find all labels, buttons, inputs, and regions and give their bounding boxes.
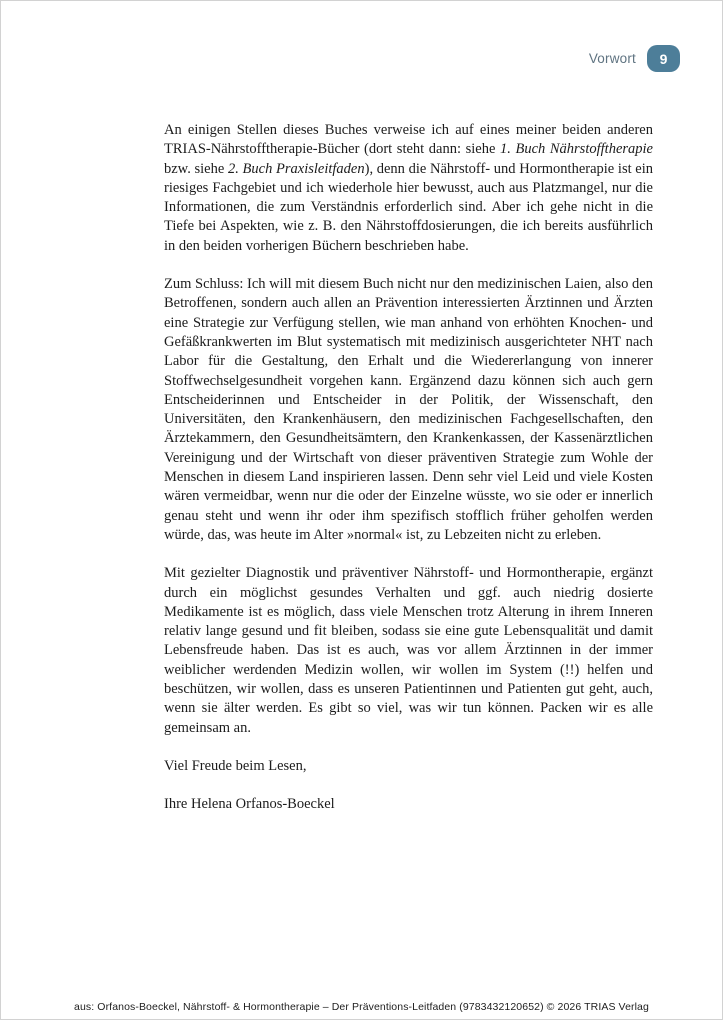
page-number-badge: 9 [647,45,680,72]
paragraph-text: Viel Freude beim Lesen, [164,757,307,774]
paragraph [164,795,653,814]
paragraph-text: An einigen Stellen dieses Buches verweise ich auf eines meiner beiden anderen TRIAS-Nährstofftherapie-Bücher (dort steht dann: siehe [164,122,653,158]
paragraph-text: bzw. siehe [164,160,228,177]
paragraph [164,121,653,256]
page-footer [1,1001,722,1013]
page-header [589,45,680,72]
paragraph-text: Mit gezielter Diagnostik und präventiver Nährstoff- und Hormontherapie, ergänzt durch ein möglichst gesundes Verhalten und ggf. auch niedrig dosierte Medikamente ist es möglich, dass viele Menschen trotz Alterung in ihrem Inneren relativ lange gesund und fit bleiben, sodass sie eine gute Lebensqualität und damit Lebensfreude haben. Das ist es auch, was vor allem Ärztinnen in der immer weiblicher werdenden Medizin wollen, wir wollen im System (!!) helfen und beschützen, wir wollen, dass es unseren Patientinnen und Patienten gut geht, auch, wenn sie älter werden. Es gibt so viel, was wir tun können. Packen wir es alle gemeinsam an. [164,565,653,736]
paragraph [164,275,653,545]
paragraph [164,757,653,776]
page-content [164,121,653,834]
chapter-title: Vorwort [588,51,636,66]
footer-credit: aus: Orfanos-Boeckel, Nährstoff- & Hormontherapie – Der Präventions-Leitfaden (9783432120652) © 2026 TRIAS Verlag [74,1001,649,1013]
paragraph-text: ), denn die Nährstoff- und Hormontherapie ist ein riesiges Fachgebiet und ich wiederhole hier bewusst, auch aus Platzmangel, nur die Informationen, die zum Verständnis erforderlich sind. Aber ich gehe nicht in die Tiefe bei Aspekten, wie z. B. den Nährstoffdosierungen, die ich bereits ausführlich in den beiden vorherigen Büchern beschrieben habe. [164,160,654,254]
paragraph-text: Ihre Helena Orfanos-Boeckel [164,796,335,813]
paragraph-text: Zum Schluss: Ich will mit diesem Buch nicht nur den medizinischen Laien, also den Betroffenen, sondern auch allen an Prävention interessierten Ärztinnen und Ärzten eine Strategie zur Verfügung stellen, wie man anhand von erhöhten Knochen- und Gefäßkrankwerten im Blut systematisch mit medizinisch ausgerichteter NHT nach Labor für die Gestaltung, den Erhalt und die Wiedererlangung von innerer Stoffwechselgesundheit vorgehen kann. Ergänzend dazu können sich auch gern Entscheiderinnen und Entscheider in der Politik, der Wissenschaft, den Universitäten, den Krankenhäusern, den medizinischen Fachgesellschaften, den Ärztekammern, den Gesundheitsämtern, den Krankenkassen, der Kassenärztlichen Vereinigung und der Wirtschaft von dieser präventiven Strategie zum Wohle der Menschen in diesem Land inspirieren lassen. Denn sehr viel Leid und viele Kosten wären vermeidbar, wenn nur die oder der Einzelne wüsste, wo sie oder er innerlich genau steht und wenn ihr oder ihm spezifisch stofflich früher geholfen werden würde, das, was heute im Alter »normal« ist, zu Lebzeiten nicht zu erleben. [164,276,653,543]
book-title-italic: 2. Buch Praxisleitfaden [227,160,365,177]
paragraph [164,564,653,738]
book-title-italic: 1. Buch Nährstofftherapie [500,141,653,158]
